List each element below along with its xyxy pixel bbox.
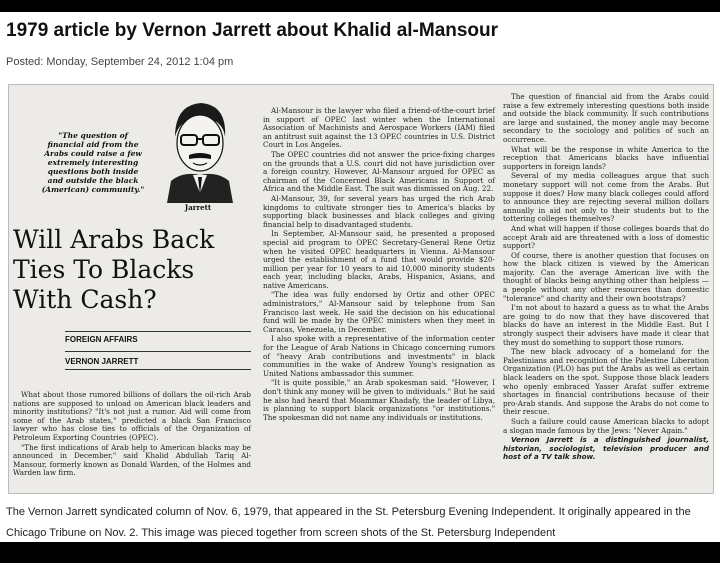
byline: VERNON JARRETT xyxy=(65,357,139,366)
paragraph: And what will happen if those colleges boards that do accept Arab aid are threatened with a loss of domestic support? xyxy=(503,223,709,251)
article-title: 1979 article by Vernon Jarrett about Khalid al-Mansour xyxy=(6,20,499,41)
portrait-illustration xyxy=(157,97,241,203)
author-bio: Vernon Jarrett is a distinguished journalist, historian, sociologist, television producer and host of a TV talk show. xyxy=(503,435,709,462)
paragraph: The new black advocacy of a homeland for the Palestinians and recognition of the Palestine Liberation Organization (PLO) has put the Arabs as well as certain black leaders on the spot. Suppose those black leaders who openly embraced Yasser Arafat suffer extreme shortages in financial contributions because of their pro-Arab stands. And suppose the Arabs do not come to their rescue. xyxy=(503,347,709,417)
column-2 xyxy=(263,107,495,423)
paragraph: What about those rumored billions of dollars the oil-rich Arab nations are supposed to unload on American black leaders and minority institutions? "It's not just a rumor. Aid will come from some of the Arab states," predicted a black San Francisco lawyer who has close ties to officials of the Organization of Petroleum Exporting Countries (OPEC). xyxy=(13,390,251,442)
paragraph: In September, Al-Mansour said, he presented a proposed special aid program to OPEC Secretary-General Rene Ortiz when he visited OPEC headquarters in Vienna. Al-Mansour urged the establishment of a fund that would provide $20-million per year for 10 years to aid 10,000 minority students each year, including blacks, Arabs, Hispanics, Asians, and native Americans. xyxy=(263,229,495,290)
paragraph: Of course, there is another question that focuses on how the black citizen is viewed by the American majority. Can the average American live with the thought of blacks being anything other than helpless — a people without any other resources than domestic "tolerance" and charity and their own bootstraps? xyxy=(503,250,709,303)
paragraph: "The idea was fully endorsed by Ortiz and other OPEC administrators," Al-Mansour said by telephone from San Francisco last week. He said the decision on his educational fund will be made by the OPEC ministers when they meet in Caracas, Venezuela, in December. xyxy=(263,290,495,334)
paragraph: "It is quite possible," an Arab spokesman said. "However, I don't think any money will be given to individuals." But he said he also had heard that Moammar Khadafy, the leader of Libya, is planning to support black organizations "or institutions." The spokesman did not name any individuals or institutions. xyxy=(263,378,495,422)
paragraph: What will be the response in white America to the reception that Americans blacks have influential supporters in foreign lands? xyxy=(503,144,709,171)
paragraph: Al-Mansour is the lawyer who filed a friend-of-the-court brief in support of OPEC last winter when the International Association of Machinists and Aerospace Workers (IAM) filed an antitrust suit against the 13 OPEC countries in U.S. District Court in Los Angeles. xyxy=(263,106,495,150)
image-caption: The Vernon Jarrett syndicated column of Nov. 6, 1979, that appeared in the St. Petersburg Evening Independent. It originally appeared in the Chicago Tribune on Nov. 2. This image was pieced together from screen shots of the St. Petersburg Independent xyxy=(6,506,691,539)
section-label: FOREIGN AFFAIRS xyxy=(65,335,138,344)
section-rule-top xyxy=(65,331,251,332)
paragraph: The question of financial aid from the Arabs could raise a few extremely interesting questions both inside and outside the black community. If such contributions are large and sustained, the money angle may become secondary to the sociology and politics of such an occurrence. xyxy=(503,92,709,144)
column-1 xyxy=(13,391,251,479)
portrait-caption: Jarrett xyxy=(184,203,212,212)
paragraph: I'm not about to hazard a guess as to what the Arabs are going to do now that they have discovered that blacks do have an interest in the Middle East. But I strongly suspect their advisers have made it clear that they must do something to support those rumors. xyxy=(503,303,709,347)
paragraph: The OPEC countries did not answer the price-fixing charges on the grounds that a U.S. court did not have jurisdiction over a foreign country. However, Al-Mansour argued for OPEC as chairman of the Concerned Black Americans in Support of Africa and the Middle East. The suit was dismissed on Aug. 22. xyxy=(263,149,495,194)
paragraph: Such a failure could cause American blacks to adopt a slogan made famous by the Jews: "Never Again." xyxy=(503,416,709,435)
paragraph: Several of my media colleagues argue that such monetary support will not come from the Arabs. But suppose it does? How many black colleges could afford to announce they are rejecting several million dollars annually in aid not only to their students but to the tottering colleges themselves? xyxy=(503,171,709,224)
headline: Will Arabs Back Ties To Blacks With Cash? xyxy=(13,225,215,314)
article-sheet xyxy=(0,12,720,542)
pull-quote: "The question of financial aid from the Arabs could raise a few extremely interesting questions both inside and outside the black (American) community." xyxy=(41,131,145,194)
paragraph: Al-Mansour, 39, for several years has urged the rich Arab kingdoms to cultivate stronger ties to America's blacks by supporting black businesses and black colleges and giving financial help to disadvantaged students. xyxy=(263,193,495,229)
column-3 xyxy=(503,93,709,463)
paragraph: "The first indications of Arab help to American blacks may be announced in December," said Khalid Abdullah Tariq Al-Mansour, formerly known as Donald Warden, of the Holmes and Warden law firm. xyxy=(13,442,251,478)
newspaper-clipping xyxy=(8,84,714,494)
posted-date: Posted: Monday, September 24, 2012 1:04 pm xyxy=(6,56,234,68)
byline-rule xyxy=(65,369,251,370)
paragraph: I also spoke with a representative of the information center for the League of Arab Nations in Chicago concerning rumors of "heavy Arab contributions and investments" in black communities in the wake of Andrew Young's resignation as United Nations ambassador this summer. xyxy=(263,334,495,378)
section-rule-bottom xyxy=(65,351,251,352)
